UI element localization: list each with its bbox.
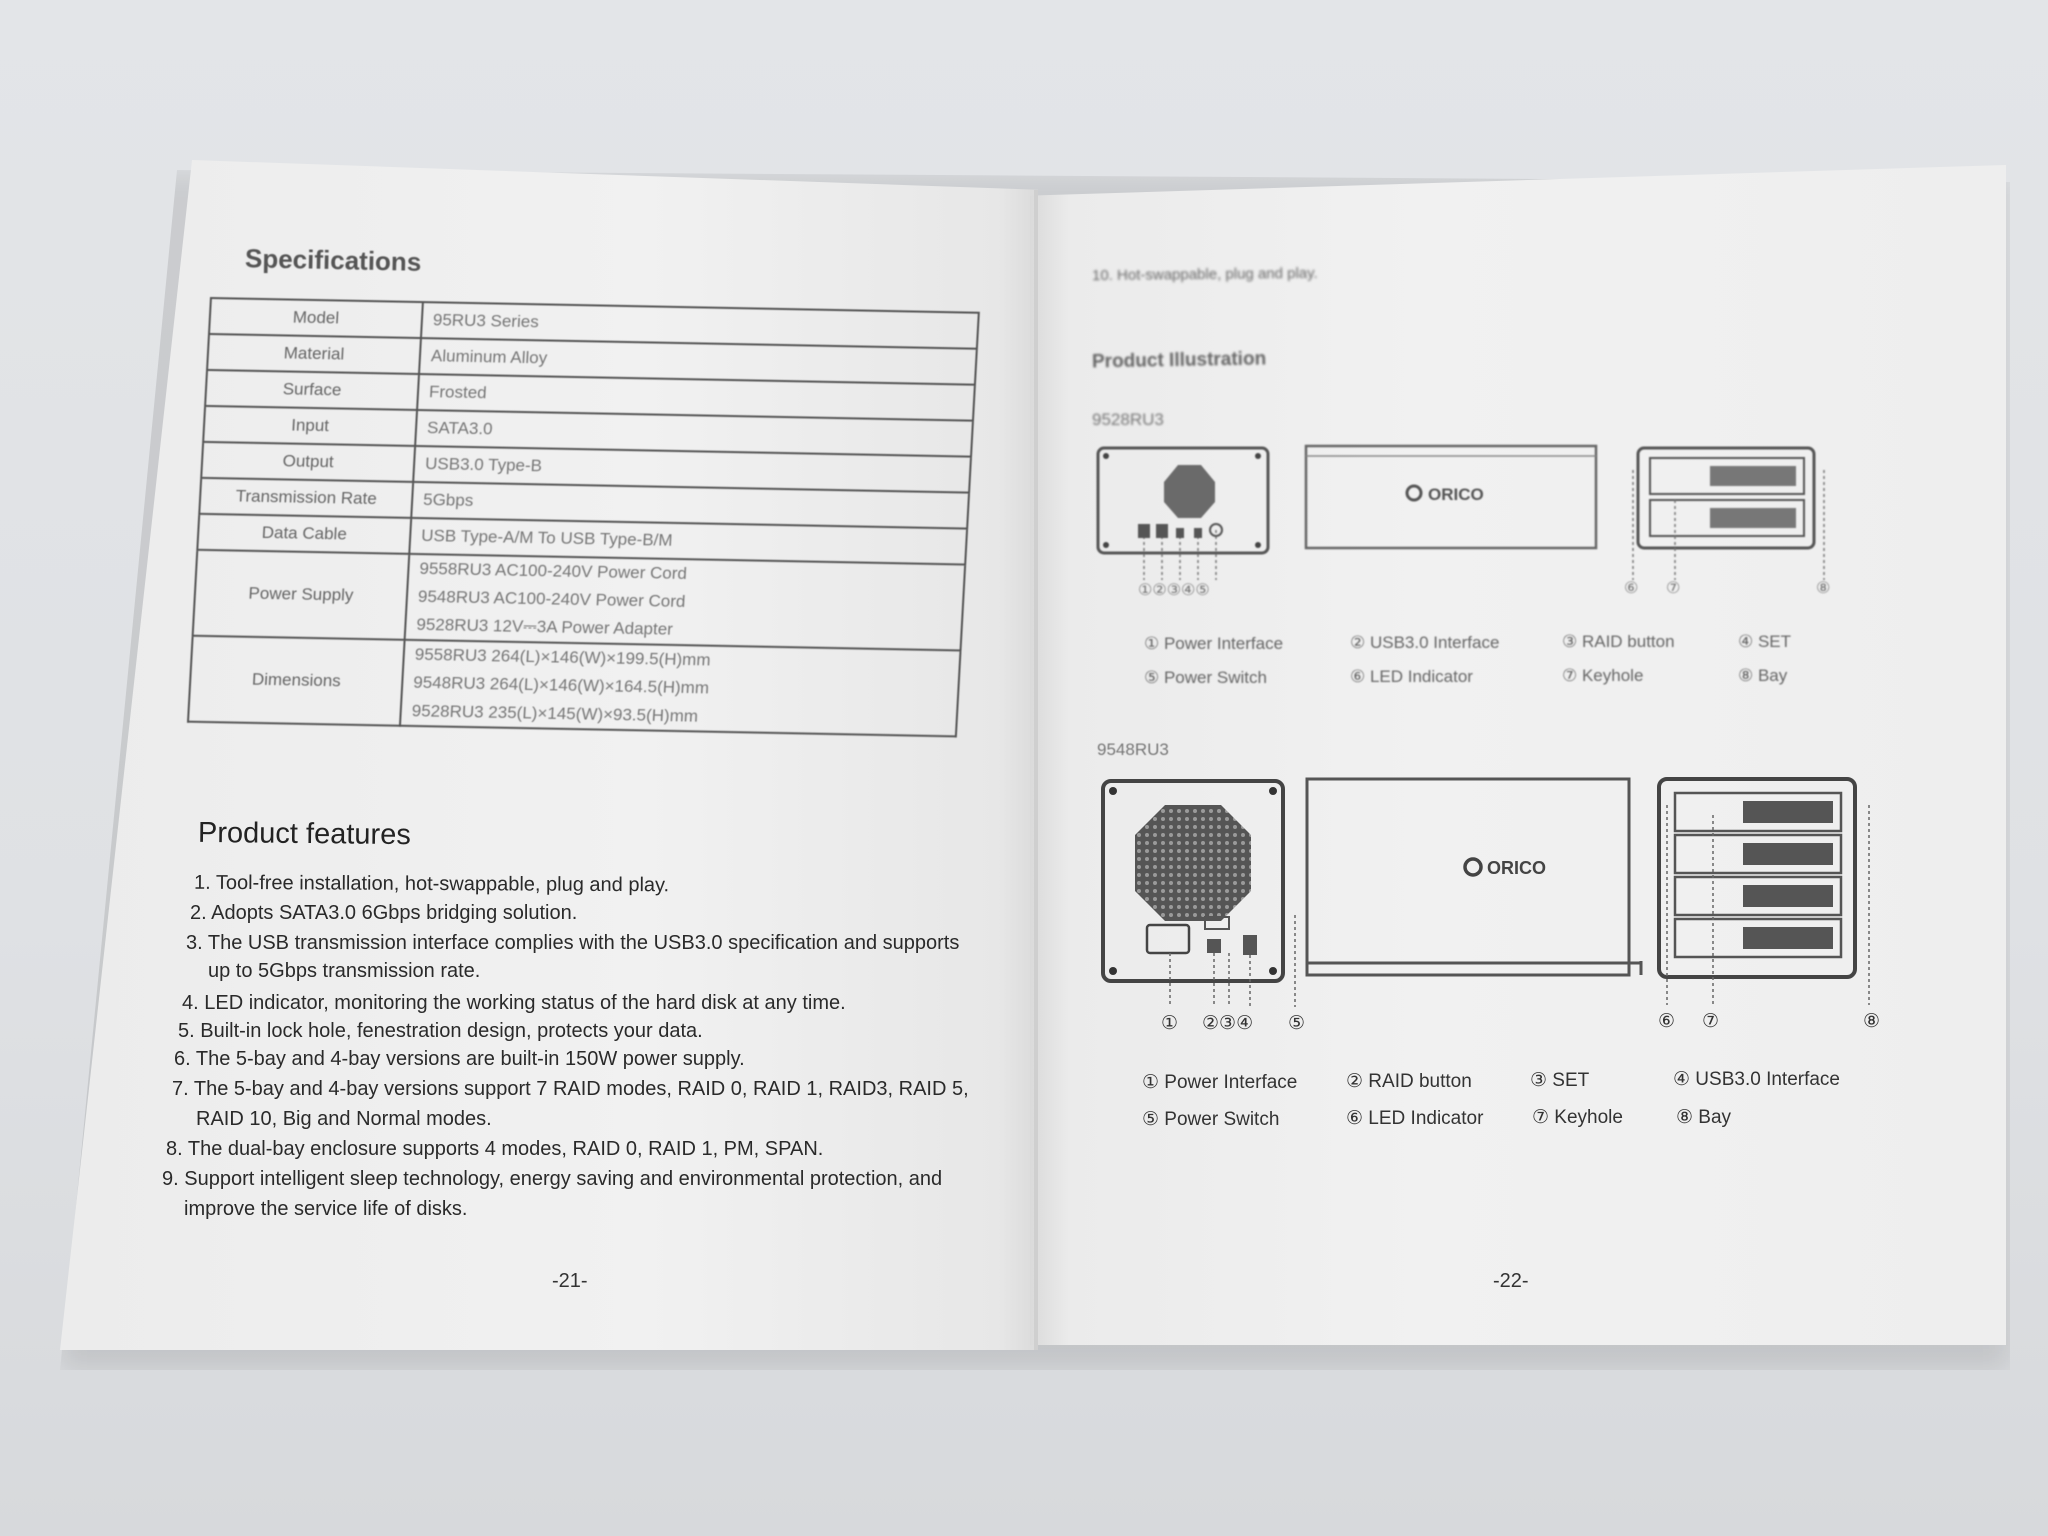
callout-8: ⑧	[1816, 580, 1831, 597]
front-view-9528	[1633, 448, 1824, 580]
list-item: improve the service life of disks.	[184, 1198, 468, 1220]
list-item: 6. The 5-bay and 4-bay versions are built-in 150W power supply.	[174, 1048, 745, 1070]
legend-item: ⑦ Keyhole	[1562, 666, 1644, 685]
callout-5: ⑤	[1288, 1013, 1306, 1034]
model-label-9548ru3: 9548RU3	[1097, 740, 1169, 759]
legend-item: ④ SET	[1738, 632, 1792, 651]
spec-line: 9558RU3 AC100-240V Power Cord	[418, 559, 688, 584]
feature-line-10: 10. Hot-swappable, plug and play.	[1091, 264, 1318, 285]
spec-value: Aluminum Alloy	[419, 338, 977, 385]
legend-item: ④ USB3.0 Interface	[1673, 1069, 1841, 1090]
list-item: 8. The dual-bay enclosure supports 4 modes, RAID 0, RAID 1, PM, SPAN.	[166, 1138, 824, 1160]
list-item: 9. Support intelligent sleep technology, energy saving and environmental protection, and	[162, 1168, 943, 1190]
right-page	[1030, 165, 2006, 1345]
brand-logo-text: ORICO	[1428, 485, 1484, 504]
table-row	[193, 550, 966, 651]
diagram-9548ru3	[1095, 775, 1895, 1035]
spec-value-multiline	[405, 554, 966, 651]
spec-key: Material	[207, 334, 421, 374]
callout-8: ⑧	[1863, 1011, 1881, 1032]
legend-item: ⑧ Bay	[1738, 666, 1788, 685]
legend-item: ① Power Interface	[1144, 634, 1284, 653]
callout-7: ⑦	[1702, 1011, 1720, 1032]
spec-line: 9548RU3 AC100-240V Power Cord	[417, 587, 686, 612]
brand-logo-text: ORICO	[1487, 858, 1547, 878]
legend-item: ③ RAID button	[1562, 632, 1675, 651]
booklet-spine	[1034, 190, 1038, 1350]
legend-item: ⑥ LED Indicator	[1350, 667, 1473, 686]
specifications-title: Specifications	[244, 243, 422, 277]
spec-key: Surface	[205, 370, 419, 410]
callout-numbers-rear: ①②③④⑤	[1138, 582, 1210, 599]
list-item: RAID 10, Big and Normal modes.	[196, 1108, 492, 1130]
legend-item: ① Power Interface	[1142, 1072, 1298, 1093]
product-features-title: Product features	[197, 816, 411, 852]
spec-key: Transmission Rate	[199, 478, 413, 518]
list-item: 3. The USB transmission interface complies with the USB3.0 specification and supports	[186, 932, 960, 954]
spec-key: Input	[203, 406, 417, 446]
spec-key: Model	[209, 298, 423, 338]
spec-line: 9528RU3 235(L)×145(W)×93.5(H)mm	[411, 700, 699, 726]
list-item: 4. LED indicator, monitoring the working status of the hard disk at any time.	[182, 992, 846, 1014]
product-features-list	[160, 870, 1010, 1230]
list-item: 5. Built-in lock hole, fenestration design, protects your data.	[178, 1020, 703, 1042]
diagram-9528ru3	[1088, 440, 1848, 610]
legend-item: ② RAID button	[1346, 1071, 1472, 1092]
legend-item: ⑦ Keyhole	[1532, 1107, 1623, 1128]
spec-value-multiline	[400, 640, 961, 737]
front-view-9548	[1659, 779, 1869, 1005]
model-label-9528ru3: 9528RU3	[1092, 410, 1164, 429]
spec-key: Data Cable	[197, 514, 411, 554]
callout-6: ⑥	[1658, 1011, 1676, 1032]
spec-value: Frosted	[417, 374, 975, 421]
callout-1: ①	[1161, 1013, 1179, 1034]
table-row	[188, 636, 961, 737]
spec-value: 95RU3 Series	[421, 302, 979, 349]
rear-view-9528	[1098, 448, 1268, 580]
page-number-right: -22-	[1493, 1270, 1529, 1292]
specifications-table	[187, 297, 980, 737]
spec-value: USB Type-A/M To USB Type-B/M	[409, 518, 967, 565]
spec-key: Power Supply	[193, 550, 410, 640]
callout-6: ⑥	[1624, 580, 1639, 597]
callout-2-3-4: ②③④	[1202, 1013, 1254, 1034]
spec-key: Output	[201, 442, 415, 482]
spec-value: 5Gbps	[411, 482, 969, 529]
legend-item: ⑧ Bay	[1676, 1107, 1732, 1128]
legend-item: ⑥ LED Indicator	[1346, 1108, 1484, 1129]
spec-value: SATA3.0	[415, 410, 973, 457]
list-item: up to 5Gbps transmission rate.	[208, 960, 481, 982]
product-illustration-title: Product Illustration	[1091, 348, 1267, 373]
list-item: 2. Adopts SATA3.0 6Gbps bridging solution.	[190, 902, 578, 924]
side-view-9548	[1307, 779, 1641, 975]
legend-item: ③ SET	[1530, 1070, 1590, 1091]
callout-7: ⑦	[1666, 580, 1681, 597]
list-item: 1. Tool-free installation, hot-swappable, plug and play.	[193, 871, 670, 897]
legend-item: ⑤ Power Switch	[1142, 1109, 1280, 1130]
list-item: 7. The 5-bay and 4-bay versions support 7 RAID modes, RAID 0, RAID 1, RAID3, RAID 5,	[172, 1078, 969, 1100]
spec-value: USB3.0 Type-B	[413, 446, 971, 493]
page-number-left: -21-	[552, 1270, 588, 1292]
spec-line: 9548RU3 264(L)×146(W)×164.5(H)mm	[412, 672, 710, 698]
spec-line: 9528RU3 12V⎓3A Power Adapter	[415, 615, 674, 639]
legend-item: ⑤ Power Switch	[1144, 668, 1267, 687]
spec-key: Dimensions	[188, 636, 405, 726]
legend-item: ② USB3.0 Interface	[1350, 633, 1500, 652]
rear-view-9548	[1103, 781, 1295, 1007]
spec-line: 9558RU3 264(L)×146(W)×199.5(H)mm	[414, 645, 712, 670]
